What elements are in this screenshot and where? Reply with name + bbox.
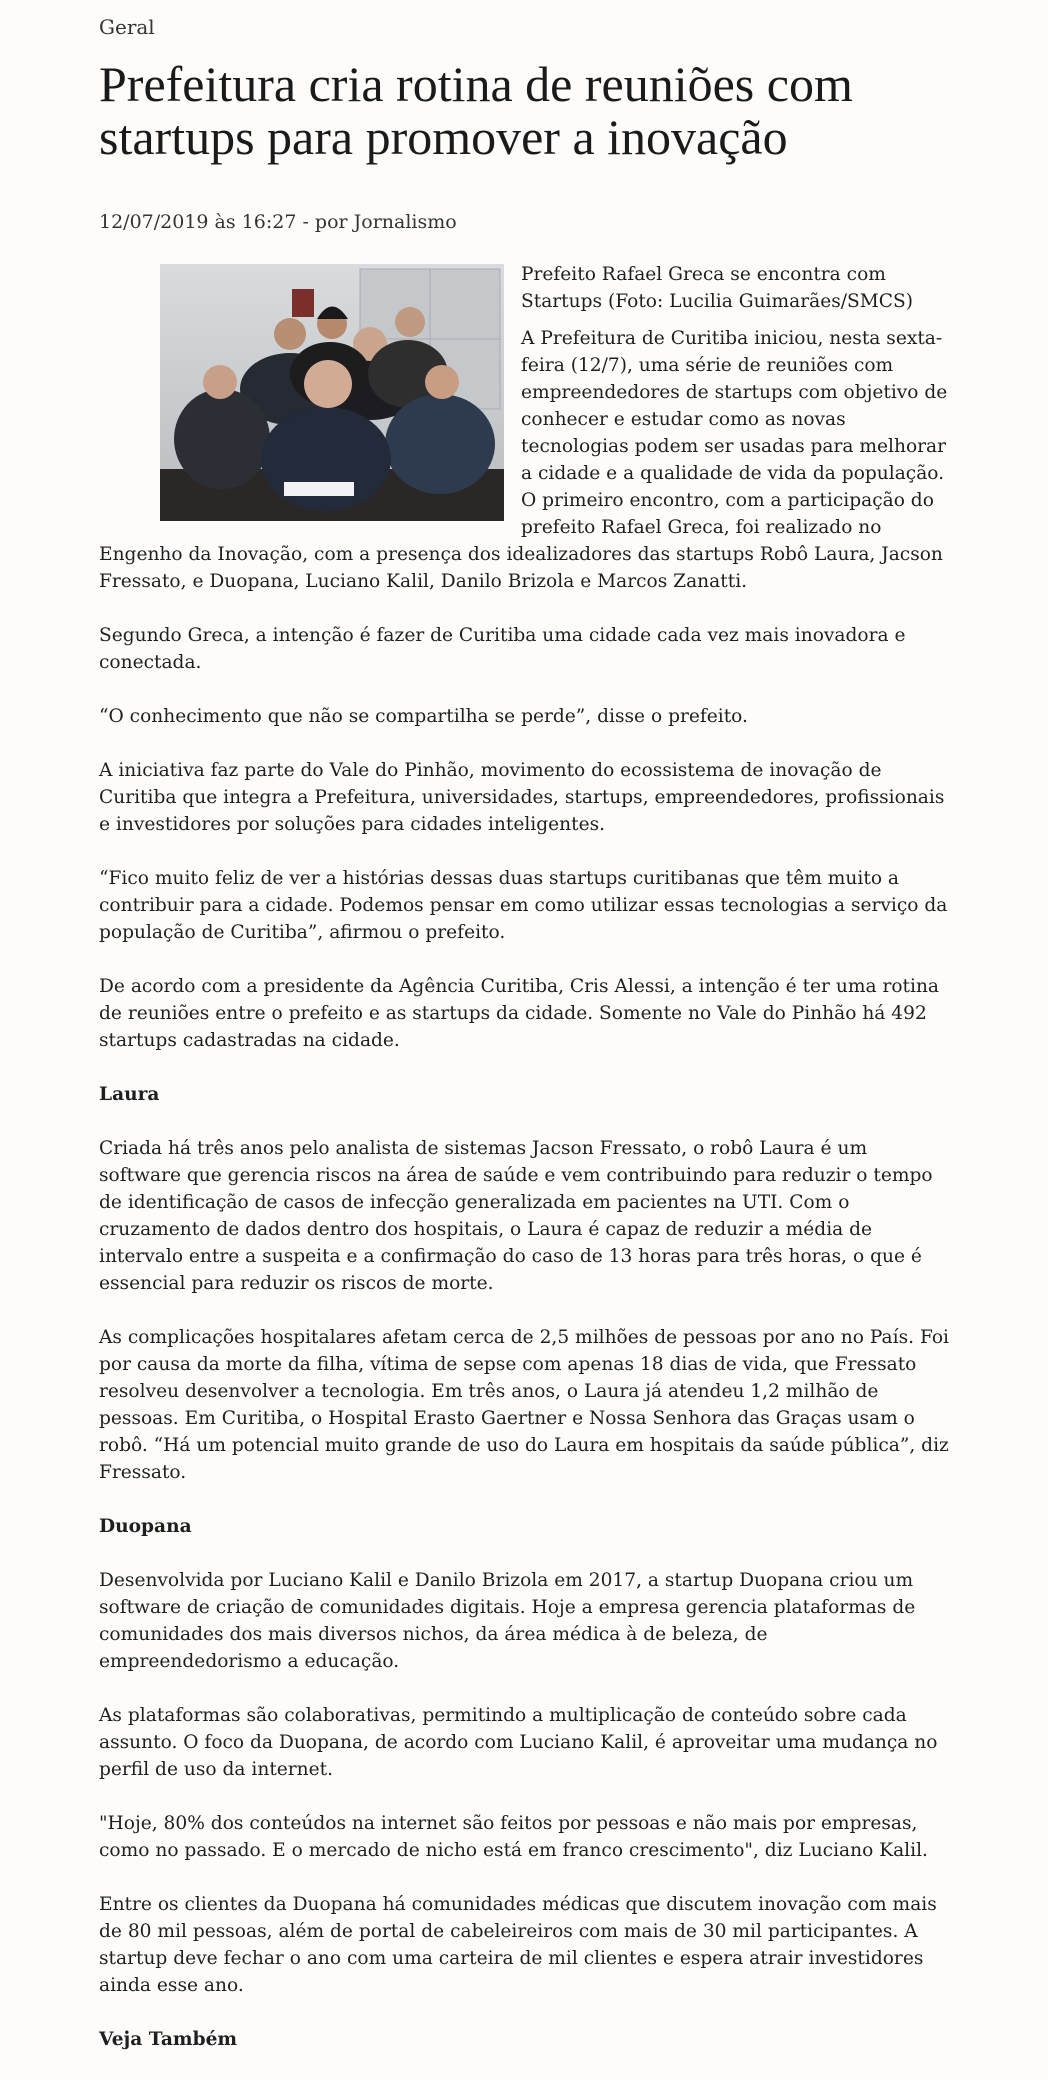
article-paragraph: De acordo com a presidente da Agência Curitiba, Cris Alessi, a intenção é ter uma rotina de reuniões entre o prefeito e as startups da cidade. Somente no Vale do Pinhão há 492 startups cadastradas na cidade. <box>99 976 940 1051</box>
article-body <box>99 261 951 2080</box>
article-paragraph: Criada há três anos pelo analista de sistemas Jacson Fressato, o robô Laura é um software que gerencia riscos na área de saúde e vem contribuindo para reduzir o tempo de identificação de casos de infecção generalizada em pacientes na UTI. Com o cruzamento de dados dentro dos hospitais, o Laura é capaz de reduzir a média de intervalo entre a suspeita e a confirmação do caso de 13 horas para três horas, o que é essencial para reduzir os riscos de morte. <box>99 1138 933 1294</box>
section-heading-laura: Laura <box>99 1084 160 1105</box>
article-paragraph: Desenvolvida por Luciano Kalil e Danilo Brizola em 2017, a startup Duopana criou um software de criação de comunidades digitais. Hoje a empresa gerencia plataformas de comunidades dos mais diversos nichos, da área médica à de beleza, de empreendedorismo a educação. <box>99 1570 916 1672</box>
article-photo[interactable] <box>160 264 504 521</box>
article-byline: 12/07/2019 às 16:27 - por Jornalismo <box>99 211 457 233</box>
group-photo-illustration <box>160 264 504 521</box>
article-paragraph: A Prefeitura de Curitiba iniciou, nesta sexta-feira (12/7), uma série de reuniões com empreendedores de startups com objetivo de conhecer e estudar como as novas tecnologias podem ser usadas para melhorar a cidade e a qualidade de vida da população. O primeiro encontro, com a participação do prefeito Rafael Greca, foi realizado no Engenho da Inovação, com a presença dos idealizadores das startups Robô Laura, Jacson Fressato, e Duopana, Luciano Kalil, Danilo Brizola e Marcos Zanatti. <box>99 328 948 592</box>
section-heading-duopana: Duopana <box>99 1516 192 1537</box>
article-category[interactable]: Geral <box>99 15 155 39</box>
article-paragraph: “Fico muito feliz de ver a histórias dessas duas startups curitibanas que têm muito a contribuir para a cidade. Podemos pensar em como utilizar essas tecnologias a serviço da população de Curitiba”, afirmou o prefeito. <box>99 868 948 943</box>
article-paragraph: Segundo Greca, a intenção é fazer de Curitiba uma cidade cada vez mais inovadora e conectada. <box>99 625 906 673</box>
article-paragraph: As plataformas são colaborativas, permitindo a multiplicação de conteúdo sobre cada assunto. O foco da Duopana, de acordo com Luciano Kalil, é aproveitar uma mudança no perfil de uso da internet. <box>99 1705 938 1780</box>
article-paragraph: Entre os clientes da Duopana há comunidades médicas que discutem inovação com mais de 80 mil pessoas, além de portal de cabeleireiros com mais de 30 mil participantes. A startup deve fechar o ano com uma carteira de mil clientes e espera atrair investidores ainda esse ano. <box>99 1894 937 1996</box>
article-paragraph: As complicações hospitalares afetam cerca de 2,5 milhões de pessoas por ano no País. Foi por causa da morte da filha, vítima de sepse com apenas 18 dias de vida, que Fressato resolveu desenvolver a tecnologia. Em três anos, o Laura já atendeu 1,2 milhão de pessoas. Em Curitiba, o Hospital Erasto Gaertner e Nossa Senhora das Graças usam o robô. “Há um potencial muito grande de uso do Laura em hospitais da saúde pública”, diz Fressato. <box>99 1327 949 1483</box>
article-paragraph: "Hoje, 80% dos conteúdos na internet são feitos por pessoas e não mais por empresas, como no passado. E o mercado de nicho está em franco crescimento", diz Luciano Kalil. <box>99 1813 928 1861</box>
article-photo-container <box>99 264 504 521</box>
footer-related-heading: Veja Também <box>99 2029 238 2050</box>
article-paragraph: A iniciativa faz parte do Vale do Pinhão, movimento do ecossistema de inovação de Curitiba que integra a Prefeitura, universidades, startups, empreendedores, profissionais e investidores por soluções para cidades inteligentes. <box>99 760 945 835</box>
article-paragraph: “O conhecimento que não se compartilha se perde”, disse o prefeito. <box>99 706 748 727</box>
article-title: Prefeitura cria rotina de reuniões com startups para promover a inovação <box>99 56 853 165</box>
photo-caption: Prefeito Rafael Greca se encontra com Startups (Foto: Lucilia Guimarães/SMCS) <box>521 264 914 312</box>
